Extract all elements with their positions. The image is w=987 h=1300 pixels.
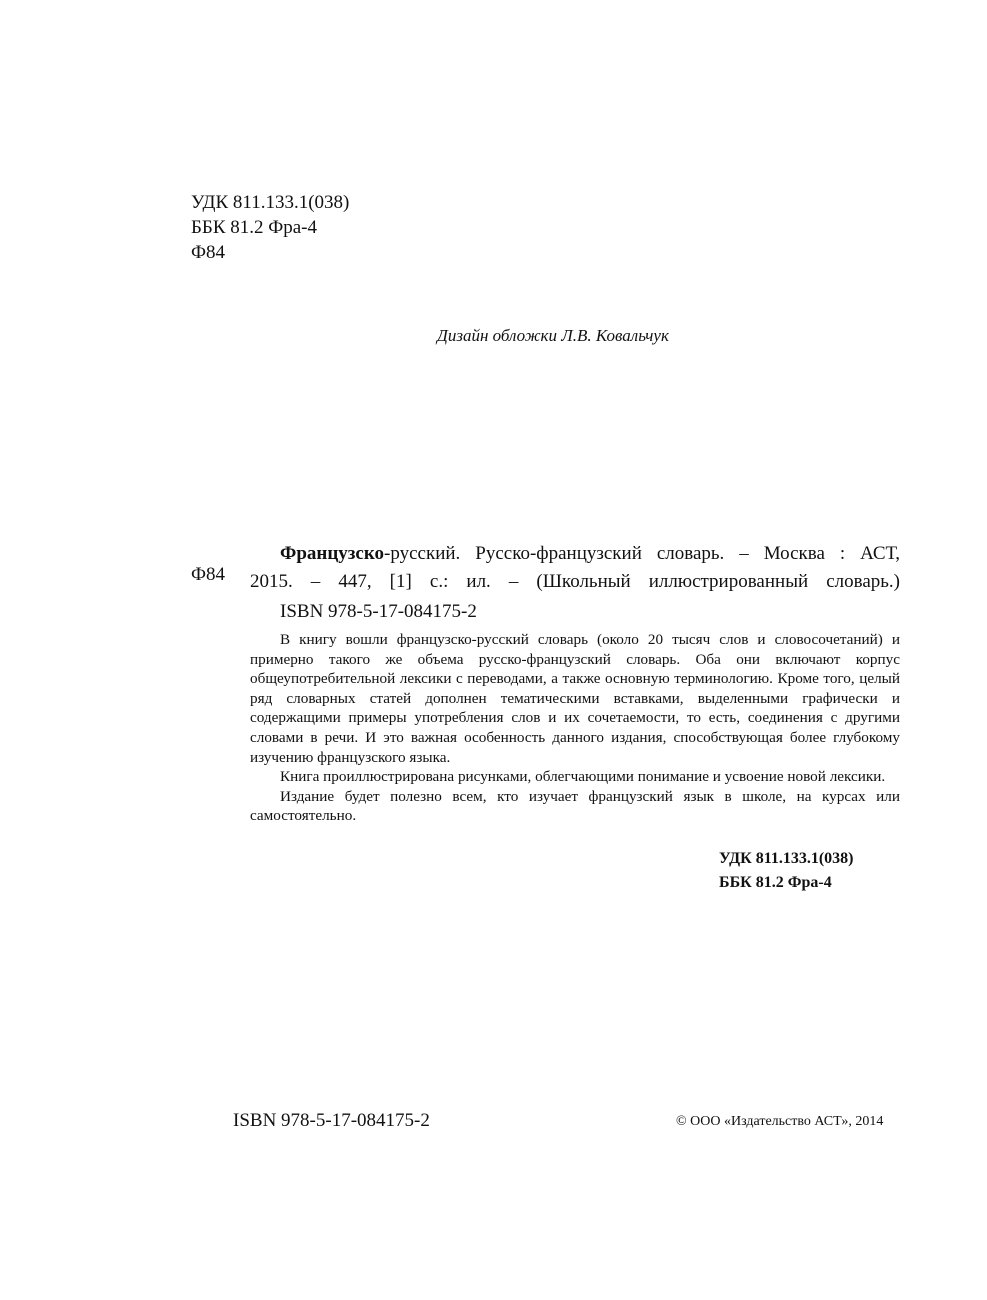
cover-design-credit: Дизайн обложки Л.В. Ковальчук [437, 326, 669, 345]
biblio-title-bold: Французско [280, 543, 385, 564]
author-mark: Ф84 [191, 242, 226, 263]
annotation-paragraph-3: Издание будет полезно всем, кто изучает французский язык в школе, на курсах или самостоятельно. [250, 787, 900, 825]
udk-code-bold: УДК 811.133.1(038) [719, 850, 854, 867]
biblio-title-rest: -русский. Русско-французский словарь. – Москва : АСТ, [384, 543, 900, 564]
annotation-paragraph-1: В книгу вошли французско-русский словарь (около 20 тысяч слов и словосочетаний) и примерно такого же объема русско-французский словарь. Оба они включают корпус общеупотребительной лексики с переводами, а также основную терминологию. Кроме того, целый ряд словарных статей дополнен тематическими вставками, выделенными графически и содержащими примеры употребления слов и их сочетаемости, то есть, соединения с другими словами в речи. И это важная особенность данного издания, способствующая более глубокому изучению французского языка. [250, 631, 900, 766]
bbk-code: ББК 81.2 Фра-4 [191, 217, 318, 238]
copyright-notice: © ООО «Издательство АСТ», 2014 [676, 1114, 884, 1129]
biblio-line-1 [250, 540, 900, 568]
annotation-paragraph-2: Книга проиллюстрирована рисунками, облегчающими понимание и усвоение новой лексики. [280, 768, 886, 786]
classification-codes-bottom [719, 847, 854, 895]
biblio-line-2: 2015. – 447, [1] с.: ил. – (Школьный иллюстрированный словарь.) [250, 571, 900, 592]
catalog-author-mark: Ф84 [191, 564, 226, 585]
bbk-code-bold: ББК 81.2 Фра-4 [719, 874, 832, 891]
classification-codes-top [191, 190, 349, 265]
footer-isbn: ISBN 978-5-17-084175-2 [233, 1110, 430, 1131]
udk-code: УДК 811.133.1(038) [191, 192, 350, 213]
annotation [250, 630, 900, 826]
bibliographic-record [250, 540, 900, 626]
biblio-isbn: ISBN 978-5-17-084175-2 [280, 601, 477, 622]
